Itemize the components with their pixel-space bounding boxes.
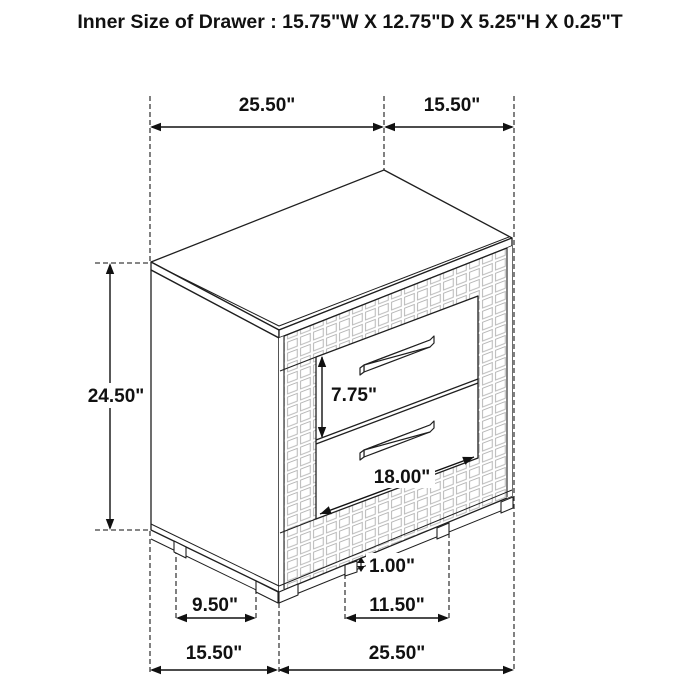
diagram-title: Inner Size of Drawer : 15.75"W X 12.75"D X 5.25"H X 0.25"T xyxy=(77,11,623,33)
dim-front-leg-spacing xyxy=(345,595,449,622)
dim-side-leg-spacing xyxy=(176,595,256,622)
dim-top-depth-label: 15.50" xyxy=(423,95,481,116)
dim-drawer-height-label: 7.75" xyxy=(331,385,377,406)
dim-bottom-width-label: 25.50" xyxy=(368,643,426,664)
dim-top-width-label: 25.50" xyxy=(238,95,296,116)
dim-front-leg-spacing-label: 11.50" xyxy=(369,595,425,616)
front-right-stile xyxy=(507,246,512,498)
dim-top-width xyxy=(150,95,384,131)
dim-drawer-width-label: 18.00" xyxy=(373,467,431,488)
dim-overall-height xyxy=(84,263,148,530)
dim-bottom-depth-label: 15.50" xyxy=(185,643,243,664)
dim-top-depth xyxy=(384,95,514,131)
dim-base-height xyxy=(357,553,418,577)
dim-overall-height-label: 24.50" xyxy=(87,386,145,407)
dim-bottom-width xyxy=(278,643,514,674)
dim-side-leg-spacing-label: 9.50" xyxy=(192,595,238,616)
dim-bottom-depth xyxy=(150,643,278,674)
dim-base-height-label: 1.00" xyxy=(369,556,415,577)
front-left-stile xyxy=(279,336,284,592)
